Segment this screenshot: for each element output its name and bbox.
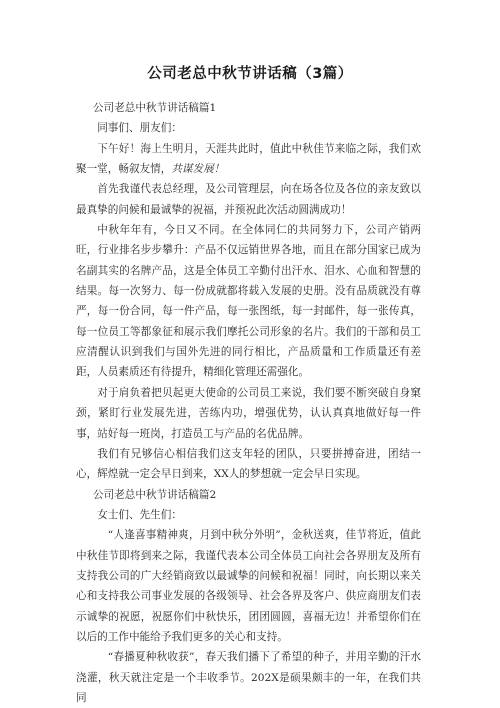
speech2-paragraph-1: “人逢喜事精神爽，月到中秋分外明”，金秋送爽，佳节将近，值此中秋佳节即将到来之际，我谨代表本公司全体员工向社会各界朋友及所有支持我公司的广大经销商致以最诚挚的问候和祝福！同时，向长期以来关心和支持我公司事业发展的各级领导、社会各界及客户、供应商朋友们表示诚挚的祝愿，祝愿你们中秋快乐，团团圆圆，喜福无边！并希望你们在以后的工作中能给予我们更多的关心和支持。 <box>76 529 421 643</box>
speech1-paragraph-3: 中秋年年有，今日又不同。在全体同仁的共同努力下，公司产销两旺，行业排名步步攀升：产品不仅远销世界各地，而且在部分国家已成为名副其实的名牌产品，这是全体员工辛勤付出汗水、泪水、心血和智慧的结果。每一次努力、每一份成就都将载入发展的史册。没有品质就没有尊严，每一份合同，每一件产品，每一张图纸，每一封邮件，每一张传真，每一位员工等都象征和展示我们摩托公司形象的名片。我们的干部和员工应清醒认识到我们与国外先进的同行相比，产品质量和工作质量还有差距，人员素质还有待提升，精细化管理还需强化。 <box>76 224 421 379</box>
speech1-heading: 公司老总中秋节讲话稿篇1 <box>92 102 217 114</box>
speech1-emphasis: 共谋发展！ <box>171 163 225 176</box>
speech1-paragraph-2: 首先我谨代表总经理，及公司管理层，向在场各位及各位的亲友致以最真挚的问候和最诚挚的祝福，并预祝此次活动圆满成功！ <box>76 183 421 216</box>
document-body <box>76 98 421 708</box>
speech2-paragraph-2: “春播夏种秋收获”，春天我们播下了希望的种子，并用辛勤的汗水浇灌，秋天就注定是一个丰收季节。202X是硕果颇丰的一年，在我们共同 <box>76 651 421 704</box>
speech1-paragraph-4: 对于肩负着把贝起更大使命的公司员工来说，我们要不断突破自身窠颈，紧盯行业发展先进，苦练内功，增强优势，认认真真地做好每一件事，站好每一班岗，打造员工与产品的名优品牌。 <box>76 386 421 440</box>
speech1-paragraph-1-text: 下午好！海上生明月，天涯共此时，值此中秋佳节来临之际，我们欢聚一堂，畅叙友情， <box>76 142 421 176</box>
speech1-paragraph-1 <box>76 139 421 180</box>
speech1-paragraph-5: 我们有兄够信心相信我们这支年轻的团队，只要拼搏奋进，团结一心，辉煌就一定会早日到来，XX人的梦想就一定会早日实现。 <box>76 447 421 481</box>
speech1-greeting: 同事们、朋友们： <box>97 122 182 135</box>
speech2-greeting: 女士们、先生们： <box>97 508 182 521</box>
speech2-heading: 公司老总中秋节讲话稿篇2 <box>92 488 217 501</box>
document-title: 公司老总中秋节讲话稿（3篇） <box>147 66 353 82</box>
